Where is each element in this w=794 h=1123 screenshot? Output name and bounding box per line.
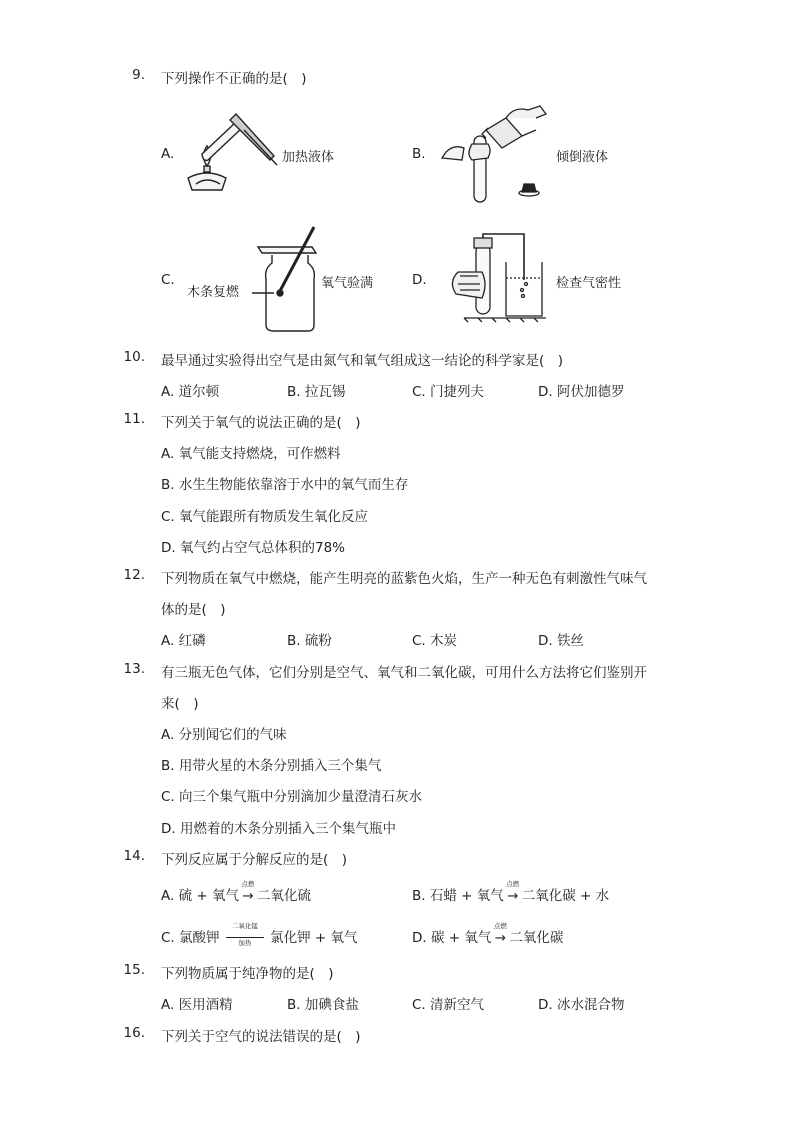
airtightness-check-image <box>438 232 548 324</box>
reactants: 碳 + 氧气 <box>430 930 492 946</box>
question-number: 15. <box>123 962 145 978</box>
option-letter: B. <box>412 146 426 162</box>
option-letter: C. <box>161 272 175 288</box>
question-stem: 下列反应属于分解反应的是( ) <box>161 852 348 868</box>
option-a: A. 氧气能支持燃烧，可作燃料 <box>161 446 341 462</box>
option-d: D. 阿伏加德罗 <box>538 384 625 400</box>
option-c: C. 向三个集气瓶中分别滴加少量澄清石灰水 <box>161 789 423 805</box>
pouring-liquid-image <box>436 96 551 208</box>
option-d: D. 氧气约占空气总体积的78% <box>161 540 345 556</box>
reactants: 氯酸钾 <box>179 930 220 946</box>
option-d: D. 冰水混合物 <box>538 997 625 1013</box>
products: 二氧化碳 + 水 <box>521 888 610 904</box>
question-stem: 最早通过实验得出空气是由氮气和氧气组成这一结论的科学家是( ) <box>161 353 564 369</box>
question-number: 16. <box>123 1025 145 1041</box>
question-number: 10. <box>123 349 145 365</box>
option-b: B. 水生生物能依靠溶于水中的氧气而生存 <box>161 477 409 493</box>
reaction-arrow: → 点燃 <box>241 880 255 904</box>
reaction-condition-bottom: 加热 <box>238 939 252 947</box>
reaction-condition: 点燃 <box>506 880 520 888</box>
option-d-equation: D. 碳 + 氧气 → 点燃 二氧化碳 <box>412 922 564 946</box>
reaction-condition: 点燃 <box>241 880 255 888</box>
question-stem: 有三瓶无色气体，它们分别是空气、氧气和二氧化碳，可用什么方法将它们鉴别开 <box>161 665 647 681</box>
option-a: A. 道尔顿 <box>161 384 220 400</box>
products: 二氧化碳 <box>509 930 564 946</box>
option-c: C. 木炭 <box>412 633 458 649</box>
question-stem: 下列操作不正确的是( ) <box>161 71 307 87</box>
option-b: B. 硫粉 <box>287 633 332 649</box>
option-letter: A. <box>161 146 175 162</box>
option-c: C. 清新空气 <box>412 997 485 1013</box>
question-stem-cont: 来( ) <box>161 696 199 712</box>
reactants: 硫 + 氧气 <box>178 888 239 904</box>
option-b-equation: B. 石蜡 + 氧气 → 点燃 二氧化碳 + 水 <box>412 880 610 904</box>
option-b: B. 拉瓦锡 <box>287 384 346 400</box>
image-caption: 加热液体 <box>282 150 335 165</box>
oxygen-full-test-image <box>252 225 318 333</box>
reaction-condition-top: 二氧化锰 <box>231 922 258 930</box>
image-caption: 检查气密性 <box>556 276 622 291</box>
question-stem: 下列物质属于纯净物的是( ) <box>161 966 334 982</box>
option-c-equation: C. 氯酸钾 二氧化锰 加热 氯化钾 + 氧气 <box>161 922 358 947</box>
option-c: C. 门捷列夫 <box>412 384 485 400</box>
image-caption: 氧气验满 <box>321 276 374 291</box>
reaction-arrow <box>224 922 266 947</box>
option-letter: D. <box>412 272 427 288</box>
option-b: B. 加碘食盐 <box>287 997 359 1013</box>
diagram-label: 木条复燃 <box>187 285 240 300</box>
option-a: A. 分别闻它们的气味 <box>161 727 287 743</box>
option-b: B. 用带火星的木条分别插入三个集气 <box>161 758 382 774</box>
heating-liquid-image <box>182 110 282 195</box>
reactants: 石蜡 + 氧气 <box>429 888 504 904</box>
image-caption: 倾倒液体 <box>556 150 609 165</box>
option-a-equation: A. 硫 + 氧气 → 点燃 二氧化硫 <box>161 880 311 904</box>
reaction-arrow: → 点燃 <box>493 922 507 946</box>
question-stem-cont: 体的是( ) <box>161 602 226 618</box>
option-c: C. 氧气能跟所有物质发生氧化反应 <box>161 509 369 525</box>
products: 氯化钾 + 氧气 <box>270 930 358 946</box>
question-number: 11. <box>123 411 145 427</box>
products: 二氧化硫 <box>257 888 311 904</box>
question-stem: 下列关于空气的说法错误的是( ) <box>161 1029 361 1045</box>
question-number: 14. <box>123 848 145 864</box>
reaction-condition: 点燃 <box>493 922 507 930</box>
option-a: A. 医用酒精 <box>161 997 233 1013</box>
option-a: A. 红磷 <box>161 633 206 649</box>
option-d: D. 用燃着的木条分别插入三个集气瓶中 <box>161 821 396 837</box>
option-d: D. 铁丝 <box>538 633 584 649</box>
question-number: 9. <box>132 67 145 83</box>
reaction-arrow: → 点燃 <box>506 880 520 904</box>
question-stem: 下列物质在氧气中燃烧，能产生明亮的蓝紫色火焰，生产一种无色有刺激性气味气 <box>161 571 647 587</box>
question-stem: 下列关于氧气的说法正确的是( ) <box>161 415 361 431</box>
question-number: 12. <box>123 567 145 583</box>
question-number: 13. <box>123 661 145 677</box>
